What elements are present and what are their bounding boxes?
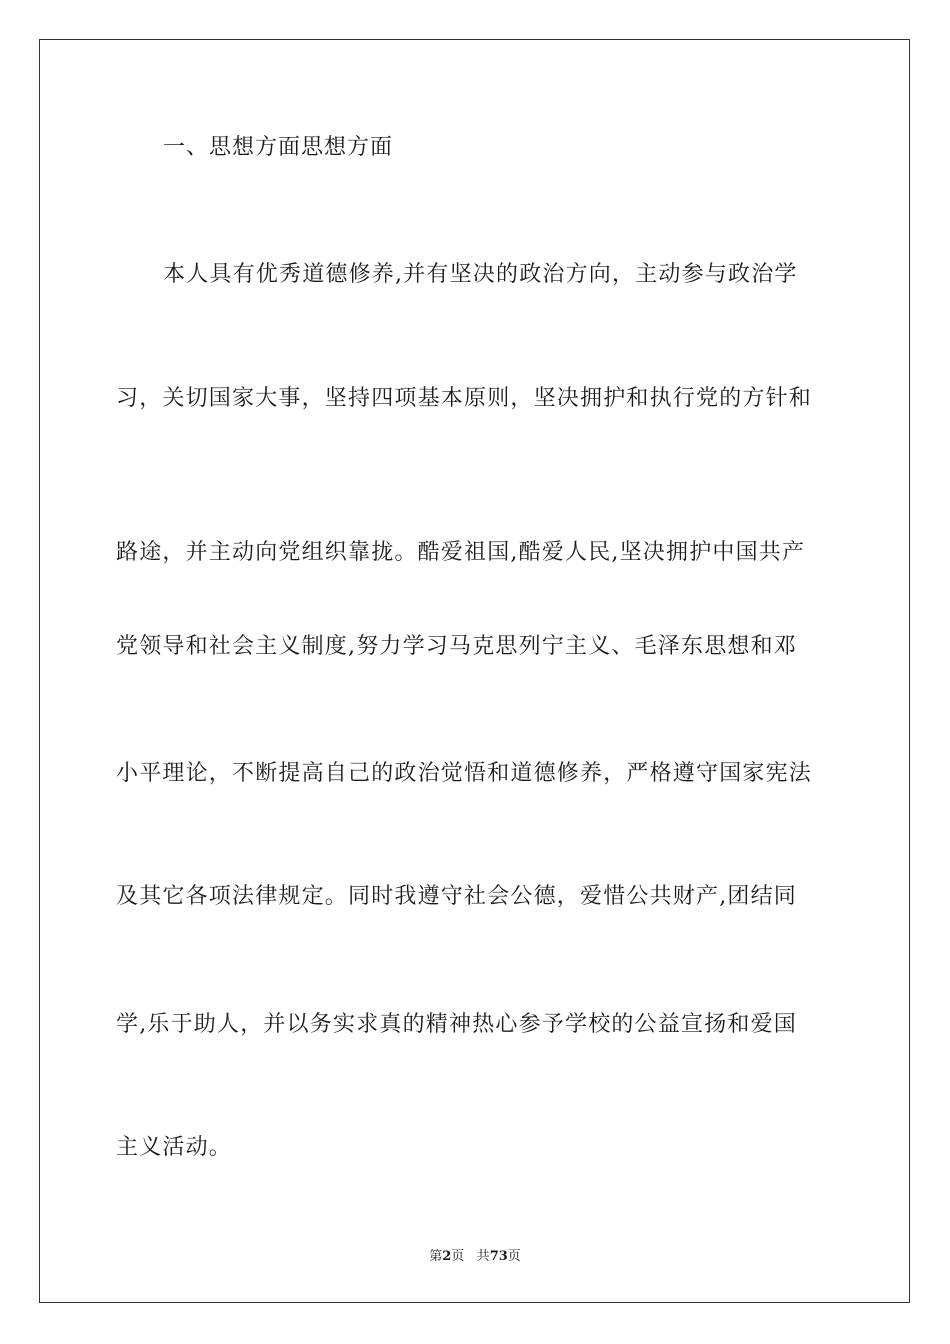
- total-pages: 73: [489, 1249, 508, 1264]
- paragraph-line-1: 本人具有优秀道德修养,并有坚决的政治方向，主动参与政治学: [163, 262, 798, 287]
- paragraph-line-3: 路途，并主动向党组织靠拢。酷爱祖国,酷爱人民,坚决拥护中国共产: [116, 540, 806, 565]
- paragraph-line-8: 主义活动。: [116, 1135, 233, 1160]
- section-heading: 一、思想方面思想方面: [163, 135, 394, 160]
- page-footer: [0, 1248, 950, 1266]
- paragraph-line-2: 习，关切国家大事，坚持四项基本原则，坚决拥护和执行党的方针和: [116, 386, 813, 411]
- total-suffix: 页: [507, 1249, 521, 1264]
- page-frame: [39, 39, 910, 1303]
- paragraph-line-5: 小平理论，不断提高自己的政治觉悟和道德修养，严格遵守国家宪法: [116, 761, 813, 786]
- page-number: 2: [442, 1249, 452, 1264]
- paragraph-line-7: 学,乐于助人，并以务实求真的精神热心参予学校的公益宣扬和爱国: [116, 1012, 797, 1037]
- paragraph-line-4: 党领导和社会主义制度,努力学习马克思列宁主义、毛泽东思想和邓: [116, 634, 797, 659]
- total-prefix: 共: [476, 1249, 490, 1264]
- paragraph-line-6: 及其它各项法律规定。同时我遵守社会公德，爱惜公共财产,团结同: [116, 884, 797, 909]
- page-prefix: 第: [429, 1249, 443, 1264]
- page-suffix: 页: [451, 1249, 465, 1264]
